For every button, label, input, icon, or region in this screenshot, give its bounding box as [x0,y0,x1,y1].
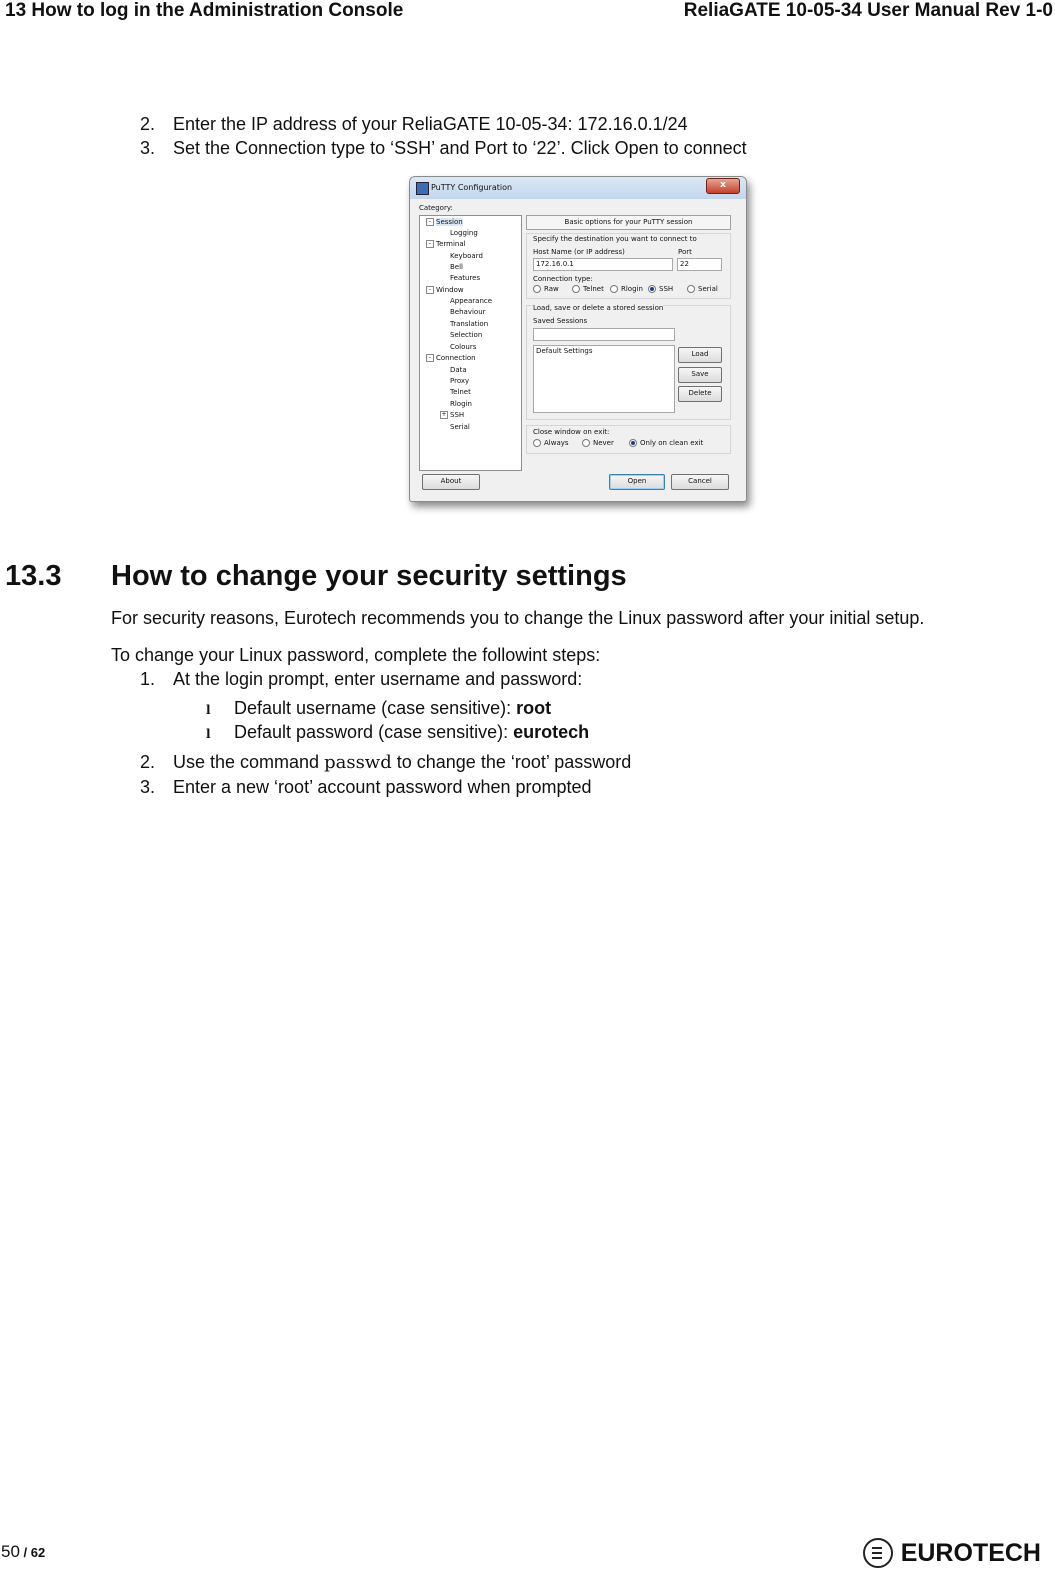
host-label: Host Name (or IP address) [533,248,625,256]
tree-item-connection[interactable]: - Connection [426,354,476,362]
list-item [140,669,582,690]
collapse-icon[interactable]: - [426,286,434,294]
expand-icon[interactable]: + [441,411,447,418]
radio-icon[interactable] [582,439,590,447]
list-item [140,777,631,802]
panel-heading: Basic options for your PuTTY session [526,215,731,230]
section-title: How to change your security settings [111,560,627,592]
radio-icon[interactable] [572,285,580,293]
collapse-icon[interactable]: - [426,354,434,362]
radio-ssh[interactable]: SSH [648,285,673,293]
step-text: Set the Connection type to ‘SSH’ and Port to ‘22’. Click Open to connect [173,138,747,158]
command-text: passwd [324,752,392,773]
tree-item-serial[interactable]: Serial [450,423,470,431]
tree-item-ssh[interactable]: + SSH [441,411,465,419]
saved-sessions-label: Saved Sessions [533,317,588,325]
category-tree[interactable] [419,215,522,471]
step-text: Enter the IP address of your ReliaGATE 10-05-34: 172.16.0.1/24 [173,114,688,134]
load-button[interactable]: Load [678,347,722,363]
current-page: 50 [1,1542,20,1561]
list-item [140,138,747,162]
connection-type-label: Connection type: [533,275,593,283]
tree-item-colours[interactable]: Colours [450,343,477,351]
dialog-title: PuTTY Configuration [431,183,513,192]
step-text: Enter a new ‘root’ account password when prompted [173,777,592,797]
radio-telnet[interactable]: Telnet [572,285,604,293]
tree-item-session[interactable]: - Session [426,218,463,226]
step-number: 3. [140,777,156,797]
tree-item-keyboard[interactable]: Keyboard [450,252,483,260]
lead-paragraph: To change your Linux password, complete the followint steps: [111,645,601,665]
putty-configuration-dialog [409,176,747,502]
step-number: 3. [140,138,156,158]
radio-icon[interactable] [533,439,541,447]
password-value: eurotech [513,722,590,742]
tree-item-telnet[interactable]: Telnet [450,388,471,396]
tree-item-features[interactable]: Features [450,274,481,282]
sessions-listbox[interactable] [533,345,675,413]
radio-raw[interactable]: Raw [533,285,559,293]
step-text: At the login prompt, enter username and password: [173,669,583,689]
list-item [206,722,589,746]
tree-item-terminal[interactable]: - Terminal [426,240,466,248]
radio-selected-icon[interactable] [648,285,656,293]
bullet-icon: l [206,703,211,717]
eurotech-logo [863,1538,1041,1568]
saved-sessions-input[interactable] [533,328,675,341]
radio-only-on-clean-exit[interactable]: Only on clean exit [629,439,703,447]
logo-text: EUROTECH [900,1538,1041,1567]
about-button[interactable]: About [422,474,480,490]
page-number [1,1542,45,1562]
radio-never[interactable]: Never [582,439,614,447]
collapse-icon[interactable]: - [426,240,434,248]
sessions-group-label: Load, save or delete a stored session [533,304,664,312]
tree-item-proxy[interactable]: Proxy [450,377,470,385]
list-item[interactable]: Default Settings [536,347,593,355]
tree-item-window[interactable]: - Window [426,286,464,294]
tree-item-rlogin[interactable]: Rlogin [450,400,472,408]
step-number: 2. [140,114,156,134]
destination-label: Specify the destination you want to connect to [533,235,697,243]
credentials-list [206,698,589,746]
radio-rlogin[interactable]: Rlogin [610,285,643,293]
running-header-manual: ReliaGATE 10-05-34 User Manual Rev 1-0 [683,0,1053,21]
putty-app-icon [416,182,429,195]
tree-item-translation[interactable]: Translation [450,320,489,328]
running-header-chapter: 13 How to log in the Administration Console [5,0,404,21]
radio-icon[interactable] [687,285,695,293]
dialog-titlebar [410,177,746,199]
total-pages: / 62 [19,1545,46,1560]
eurotech-logo-icon [863,1538,893,1568]
port-label: Port [678,248,692,256]
save-button[interactable]: Save [678,367,722,383]
radio-selected-icon[interactable] [629,439,637,447]
bullet-text: Default username (case sensitive): [234,698,517,718]
step-text: to change the ‘root’ password [391,752,632,772]
step-number: 1. [140,669,156,689]
tree-item-logging[interactable]: Logging [450,229,478,237]
section-number: 13.3 [5,560,62,592]
step1-list [140,669,582,690]
open-button[interactable]: Open [609,474,665,490]
steps-top-list [140,114,747,162]
delete-button[interactable]: Delete [678,386,722,402]
intro-paragraph: For security reasons, Eurotech recommends you to change the Linux password after your initial setup. [111,608,925,628]
list-item [140,752,631,777]
radio-serial[interactable]: Serial [687,285,718,293]
list-item [140,114,747,138]
cancel-button[interactable]: Cancel [671,474,729,490]
step-text: Use the command [173,752,325,772]
radio-always[interactable]: Always [533,439,569,447]
radio-icon[interactable] [533,285,541,293]
tree-item-behaviour[interactable]: Behaviour [450,308,486,316]
list-item [206,698,589,722]
tree-item-appearance[interactable]: Appearance [450,297,493,305]
bullet-text: Default password (case sensitive): [234,722,514,742]
bullet-icon: l [206,727,211,741]
host-input[interactable]: 172.16.0.1 [533,258,673,271]
radio-icon[interactable] [610,285,618,293]
steps-bottom-list [140,752,631,802]
username-value: root [516,698,552,718]
close-window-label: Close window on exit: [533,428,610,436]
category-label: Category: [419,204,453,212]
port-input[interactable]: 22 [677,258,722,271]
close-button[interactable]: x [706,178,740,194]
tree-item-bell[interactable]: Bell [450,263,463,271]
collapse-icon[interactable]: - [426,218,434,226]
tree-item-selection[interactable]: Selection [450,331,483,339]
tree-item-data[interactable]: Data [450,366,467,374]
step-number: 2. [140,752,156,772]
